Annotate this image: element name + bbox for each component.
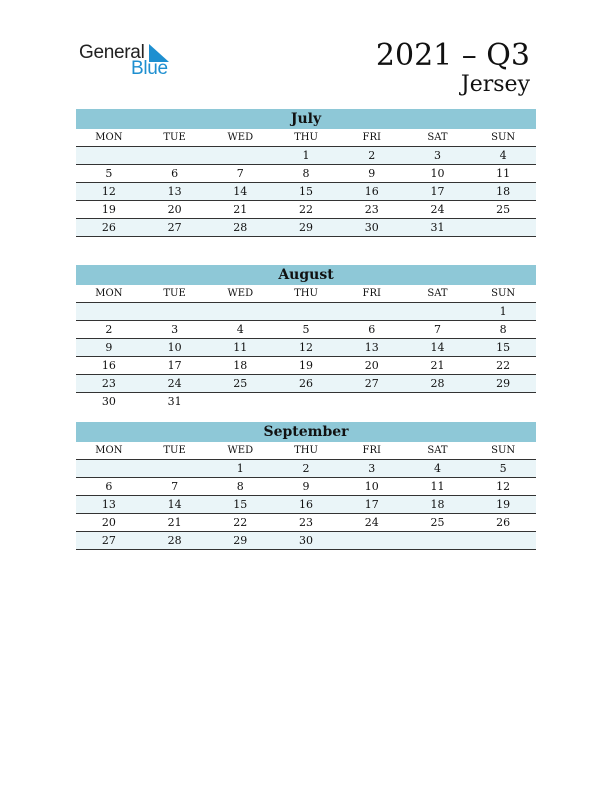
day-cell (207, 393, 273, 410)
day-cell: 30 (364, 221, 379, 234)
day-cell: 7 (236, 167, 244, 180)
weekday-label: WED (227, 288, 254, 299)
day-cell: 30 (299, 534, 314, 547)
day-cell: 27 (167, 221, 182, 234)
day-cell: 9 (368, 167, 376, 180)
month-calendar-august (76, 265, 536, 410)
week-row (76, 375, 536, 393)
day-cell: 4 (236, 323, 244, 336)
week-row (76, 147, 536, 165)
day-cell (142, 460, 208, 477)
month-calendar-july (76, 109, 536, 237)
day-cell (273, 393, 339, 410)
day-cell: 15 (496, 341, 511, 354)
weekday-label: TUE (163, 132, 186, 143)
day-cell: 1 (236, 462, 244, 475)
day-cell: 11 (430, 480, 445, 493)
day-cell: 25 (496, 203, 511, 216)
weekday-header-row (76, 285, 536, 303)
day-cell: 22 (233, 516, 248, 529)
week-row (76, 357, 536, 375)
day-cell: 13 (101, 498, 116, 511)
day-cell: 25 (233, 377, 248, 390)
day-cell: 3 (368, 462, 376, 475)
weekday-label: SUN (491, 132, 516, 143)
weekday-label: SAT (427, 445, 448, 456)
day-cell: 24 (430, 203, 445, 216)
weekday-label: FRI (362, 288, 381, 299)
day-cell: 8 (236, 480, 244, 493)
weekday-label: MON (95, 445, 123, 456)
day-cell: 18 (430, 498, 445, 511)
day-cell (339, 532, 405, 549)
weekday-label: FRI (362, 132, 381, 143)
week-row (76, 514, 536, 532)
day-cell (405, 303, 471, 320)
day-cell: 16 (299, 498, 314, 511)
day-cell (76, 303, 142, 320)
day-cell: 27 (101, 534, 116, 547)
week-row (76, 393, 536, 410)
day-cell: 21 (233, 203, 248, 216)
day-cell: 19 (496, 498, 511, 511)
day-cell: 14 (167, 498, 182, 511)
day-cell: 18 (496, 185, 511, 198)
day-cell: 12 (299, 341, 314, 354)
day-cell: 23 (101, 377, 116, 390)
generalblue-logo (79, 40, 179, 80)
week-row (76, 165, 536, 183)
day-cell: 17 (430, 185, 445, 198)
day-cell (207, 303, 273, 320)
day-cell: 5 (499, 462, 507, 475)
day-cell: 20 (364, 359, 379, 372)
week-row (76, 183, 536, 201)
day-cell: 25 (430, 516, 445, 529)
day-cell: 10 (167, 341, 182, 354)
day-cell: 11 (496, 167, 511, 180)
day-cell: 14 (233, 185, 248, 198)
day-cell: 1 (499, 305, 507, 318)
week-row (76, 478, 536, 496)
day-cell (76, 460, 142, 477)
day-cell (273, 303, 339, 320)
day-cell: 31 (167, 395, 182, 408)
weekday-label: THU (294, 445, 318, 456)
day-cell: 13 (364, 341, 379, 354)
weekday-label: WED (227, 445, 254, 456)
week-row (76, 532, 536, 550)
day-cell: 9 (105, 341, 113, 354)
day-cell: 1 (302, 149, 310, 162)
day-cell (405, 532, 471, 549)
day-cell: 22 (299, 203, 314, 216)
day-cell: 3 (433, 149, 441, 162)
month-name: July (76, 109, 536, 129)
weekday-header-row (76, 442, 536, 460)
weekday-label: SUN (491, 288, 516, 299)
day-cell: 7 (433, 323, 441, 336)
weekday-label: SUN (491, 445, 516, 456)
day-cell: 2 (302, 462, 310, 475)
page-subtitle: Jersey (460, 72, 530, 97)
weekday-label: TUE (163, 288, 186, 299)
day-cell: 24 (167, 377, 182, 390)
week-row (76, 303, 536, 321)
day-cell: 15 (233, 498, 248, 511)
day-cell (142, 147, 208, 164)
day-cell: 5 (105, 167, 113, 180)
weekday-label: THU (294, 288, 318, 299)
day-cell: 2 (105, 323, 113, 336)
week-row (76, 219, 536, 237)
day-cell: 17 (167, 359, 182, 372)
logo-general-text: General (79, 42, 145, 63)
weekday-label: THU (294, 132, 318, 143)
day-cell: 11 (233, 341, 248, 354)
day-cell: 16 (101, 359, 116, 372)
day-cell (207, 147, 273, 164)
week-row (76, 321, 536, 339)
day-cell: 4 (433, 462, 441, 475)
weekday-label: MON (95, 288, 123, 299)
day-cell (142, 303, 208, 320)
day-cell: 23 (299, 516, 314, 529)
day-cell: 8 (499, 323, 507, 336)
weekday-label: FRI (362, 445, 381, 456)
day-cell: 21 (430, 359, 445, 372)
day-cell: 18 (233, 359, 248, 372)
page-title: 2021 – Q3 (375, 38, 530, 73)
weekday-label: MON (95, 132, 123, 143)
day-cell: 4 (499, 149, 507, 162)
day-cell: 8 (302, 167, 310, 180)
day-cell: 10 (430, 167, 445, 180)
day-cell: 20 (101, 516, 116, 529)
day-cell (339, 393, 405, 410)
day-cell: 17 (364, 498, 379, 511)
day-cell (470, 393, 536, 410)
month-name: September (76, 422, 536, 442)
month-name: August (76, 265, 536, 285)
week-row (76, 201, 536, 219)
day-cell: 28 (430, 377, 445, 390)
day-cell: 22 (496, 359, 511, 372)
day-cell: 28 (233, 221, 248, 234)
day-cell: 3 (171, 323, 179, 336)
day-cell: 10 (364, 480, 379, 493)
day-cell: 5 (302, 323, 310, 336)
day-cell: 26 (496, 516, 511, 529)
weekday-label: TUE (163, 445, 186, 456)
day-cell: 29 (299, 221, 314, 234)
day-cell: 21 (167, 516, 182, 529)
day-cell: 6 (171, 167, 179, 180)
day-cell: 28 (167, 534, 182, 547)
logo-blue-text: Blue (131, 58, 168, 79)
day-cell: 19 (299, 359, 314, 372)
day-cell: 27 (364, 377, 379, 390)
weekday-label: SAT (427, 288, 448, 299)
day-cell: 13 (167, 185, 182, 198)
day-cell (76, 147, 142, 164)
week-row (76, 496, 536, 514)
day-cell: 29 (233, 534, 248, 547)
weekday-header-row (76, 129, 536, 147)
day-cell: 16 (364, 185, 379, 198)
day-cell: 24 (364, 516, 379, 529)
day-cell: 6 (368, 323, 376, 336)
day-cell (470, 532, 536, 549)
week-row (76, 460, 536, 478)
weekday-label: WED (227, 132, 254, 143)
day-cell: 31 (430, 221, 445, 234)
day-cell: 7 (171, 480, 179, 493)
day-cell (470, 219, 536, 236)
day-cell: 26 (299, 377, 314, 390)
day-cell (405, 393, 471, 410)
day-cell: 15 (299, 185, 314, 198)
month-calendar-september (76, 422, 536, 550)
day-cell: 23 (364, 203, 379, 216)
weekday-label: SAT (427, 132, 448, 143)
day-cell: 9 (302, 480, 310, 493)
day-cell (339, 303, 405, 320)
day-cell: 2 (368, 149, 376, 162)
day-cell: 26 (101, 221, 116, 234)
day-cell: 12 (496, 480, 511, 493)
day-cell: 30 (101, 395, 116, 408)
day-cell: 14 (430, 341, 445, 354)
day-cell: 6 (105, 480, 113, 493)
week-row (76, 339, 536, 357)
day-cell: 19 (101, 203, 116, 216)
day-cell: 20 (167, 203, 182, 216)
day-cell: 12 (101, 185, 116, 198)
day-cell: 29 (496, 377, 511, 390)
